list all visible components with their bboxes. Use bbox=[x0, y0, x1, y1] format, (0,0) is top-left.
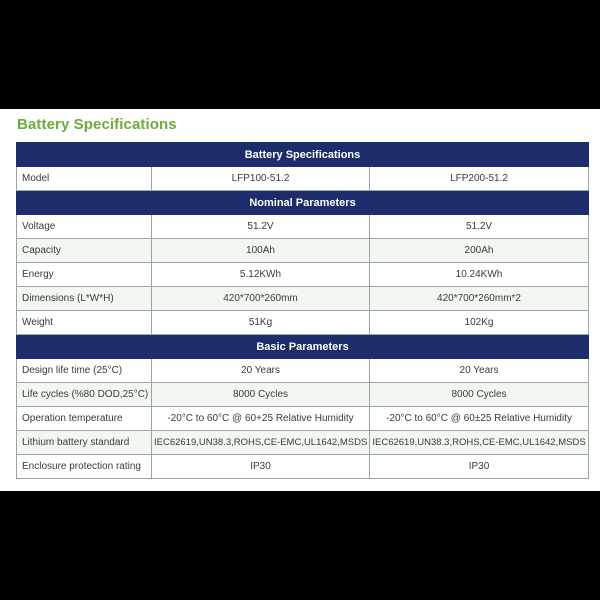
row-label: Design life time (25°C) bbox=[17, 359, 152, 383]
value-lfp200: 102Kg bbox=[370, 311, 589, 335]
row-label: Weight bbox=[17, 311, 152, 335]
value-lfp100: 8000 Cycles bbox=[152, 383, 370, 407]
table-row-operation-temperature bbox=[17, 407, 589, 431]
section-header-nominal-parameters bbox=[17, 191, 589, 215]
section-heading: Basic Parameters bbox=[17, 335, 589, 359]
value-lfp200: 20 Years bbox=[370, 359, 589, 383]
table-row-energy bbox=[17, 263, 589, 287]
table-row-protection-rating bbox=[17, 455, 589, 479]
row-label: Capacity bbox=[17, 239, 152, 263]
value-lfp200: 8000 Cycles bbox=[370, 383, 589, 407]
row-label: Life cycles (%80 DOD,25°C) bbox=[17, 383, 152, 407]
value-lfp100: LFP100-51.2 bbox=[152, 167, 370, 191]
table-row-capacity bbox=[17, 239, 589, 263]
section-header-basic-parameters bbox=[17, 335, 589, 359]
table-row-dimensions bbox=[17, 287, 589, 311]
value-lfp200: -20°C to 60°C @ 60±25 Relative Humidity bbox=[370, 407, 589, 431]
value-lfp100: IEC62619,UN38.3,ROHS,CE-EMC,UL1642,MSDS bbox=[152, 431, 370, 455]
table-row-battery-standard bbox=[17, 431, 589, 455]
row-label: Lithium battery standard bbox=[17, 431, 152, 455]
row-label: Model bbox=[17, 167, 152, 191]
value-lfp100: 51.2V bbox=[152, 215, 370, 239]
section-heading: Nominal Parameters bbox=[17, 191, 589, 215]
row-label: Energy bbox=[17, 263, 152, 287]
value-lfp200: 420*700*260mm*2 bbox=[370, 287, 589, 311]
row-label: Voltage bbox=[17, 215, 152, 239]
row-label: Dimensions (L*W*H) bbox=[17, 287, 152, 311]
value-lfp100: 51Kg bbox=[152, 311, 370, 335]
value-lfp100: 5.12KWh bbox=[152, 263, 370, 287]
value-lfp100: IP30 bbox=[152, 455, 370, 479]
table-row-life-cycles bbox=[17, 383, 589, 407]
section-heading: Battery Specifications bbox=[17, 143, 589, 167]
battery-spec-table bbox=[16, 142, 589, 479]
value-lfp200: LFP200-51.2 bbox=[370, 167, 589, 191]
row-label: Enclosure protection rating bbox=[17, 455, 152, 479]
table-row-model bbox=[17, 167, 589, 191]
spec-panel bbox=[0, 109, 600, 491]
section-header-battery-specifications bbox=[17, 143, 589, 167]
page-title: Battery Specifications bbox=[17, 116, 177, 133]
value-lfp200: 51.2V bbox=[370, 215, 589, 239]
value-lfp100: 420*700*260mm bbox=[152, 287, 370, 311]
value-lfp200: 200Ah bbox=[370, 239, 589, 263]
value-lfp100: 100Ah bbox=[152, 239, 370, 263]
value-lfp200: IP30 bbox=[370, 455, 589, 479]
table-row-design-life bbox=[17, 359, 589, 383]
value-lfp200: IEC62619,UN38.3,ROHS,CE-EMC,UL1642,MSDS bbox=[370, 431, 589, 455]
value-lfp100: -20°C to 60°C @ 60+25 Relative Humidity bbox=[152, 407, 370, 431]
value-lfp200: 10.24KWh bbox=[370, 263, 589, 287]
table-row-voltage bbox=[17, 215, 589, 239]
value-lfp100: 20 Years bbox=[152, 359, 370, 383]
table-row-weight bbox=[17, 311, 589, 335]
row-label: Operation temperature bbox=[17, 407, 152, 431]
